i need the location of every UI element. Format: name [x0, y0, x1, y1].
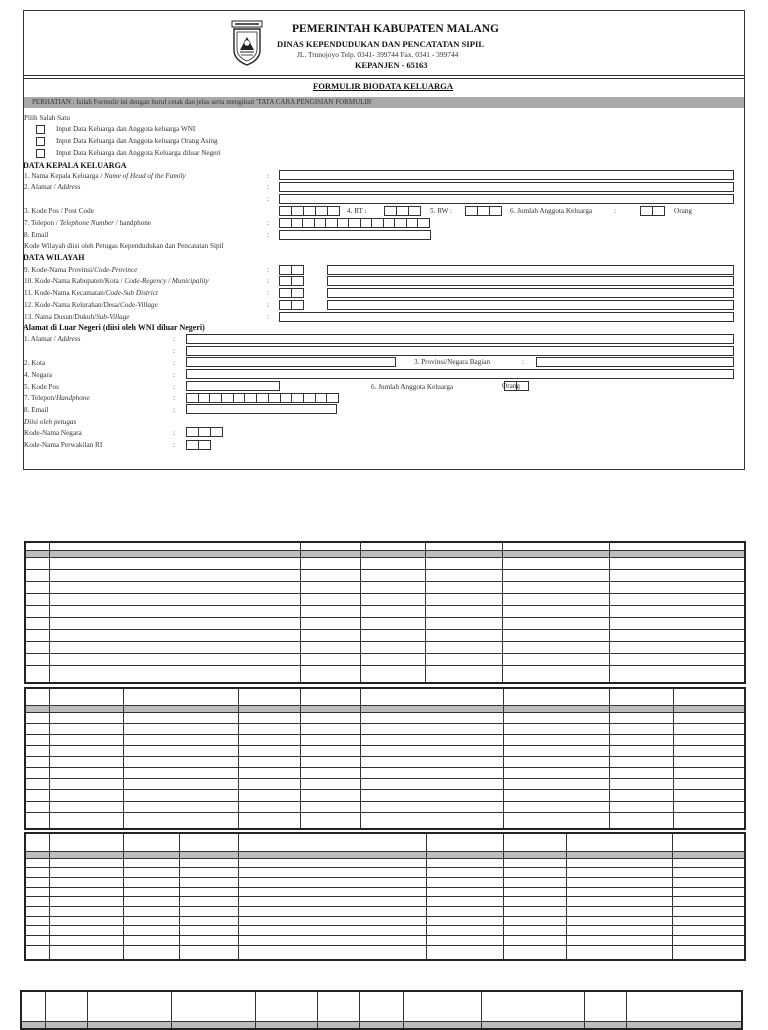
choice-prompt: Pilih Salah Satu [24, 114, 70, 122]
head-address-input-1[interactable] [279, 182, 734, 192]
abroad-address-input-1[interactable] [186, 334, 734, 344]
country-code-cells[interactable] [186, 427, 223, 437]
hamlet-input[interactable] [279, 312, 734, 322]
abroad-postcode-label: 5. Kode Pos [24, 383, 59, 391]
option-wni-label: Input Data Keluarga dan Anggota keluarga WNI [56, 125, 196, 133]
agency-name: DINAS KEPENDUDUKAN DAN PENCATATAN SIPIL [277, 39, 485, 49]
agency-address: JL. Trunojoyo Telp. 0341- 399744 Fax. 0341 - 399744 [297, 50, 459, 59]
hamlet-label: 13. Nama Dusun/Dukuh/Sub-Village [24, 313, 130, 321]
district-code-cells[interactable] [279, 288, 304, 298]
members-unit: Orang [674, 207, 692, 215]
email-input[interactable] [279, 230, 431, 240]
option-abroad-checkbox[interactable] [36, 149, 45, 158]
government-title: PEMERINTAH KABUPATEN MALANG [292, 23, 499, 35]
email-label: 8. Email [24, 231, 49, 239]
kabupaten-malang-crest-icon [230, 20, 264, 66]
head-name-label: 1. Nama Kepala Keluarga / Name of Head of the Family [24, 172, 186, 180]
rw-label: 5. RW : [430, 207, 453, 215]
region-section-title: DATA WILAYAH [23, 253, 85, 262]
form-frame [23, 10, 745, 470]
option-foreigner-checkbox[interactable] [36, 137, 45, 146]
abroad-email-label: 8. Email [24, 406, 49, 414]
village-label: 12. Kode-Nama Kelurahan/Desa/Code-Village [24, 301, 158, 309]
village-code-cells[interactable] [279, 300, 304, 310]
option-foreigner-label: Input Data Keluarga dan Anggota keluarga Orang Asing [56, 137, 218, 145]
members-cells[interactable] [640, 206, 665, 216]
members-table-3 [24, 832, 746, 961]
abroad-city-label: 2. Kota [24, 359, 46, 367]
rw-cells[interactable] [465, 206, 502, 216]
abroad-address-input-2[interactable] [186, 346, 734, 356]
province-name-input[interactable] [327, 265, 734, 275]
abroad-postcode-input[interactable] [186, 381, 280, 391]
form-title: FORMULIR BIODATA KELUARGA [313, 81, 454, 91]
district-label: 11. Kode-Nama Kecamatan/Code-Sub District [24, 289, 158, 297]
abroad-country-label: 4. Negara [24, 371, 52, 379]
rep-code-cells[interactable] [186, 440, 211, 450]
members-table-1 [24, 541, 746, 684]
agency-city: KEPANJEN - 65163 [355, 61, 428, 70]
regency-code-cells[interactable] [279, 276, 304, 286]
members-table-2 [24, 687, 746, 830]
village-name-input[interactable] [327, 300, 734, 310]
members-label: 6. Jumlah Anggota Keluarga [510, 207, 593, 215]
country-code-label: Kode-Nama Negara [24, 429, 82, 437]
header-divider-double [24, 78, 744, 79]
rep-code-label: Kode-Nama Perwakilan RI [24, 441, 103, 449]
head-section-title: DATA KEPALA KELUARGA [23, 161, 127, 170]
abroad-address-label: 1. Alamat / Address [24, 335, 81, 343]
rt-cells[interactable] [384, 206, 421, 216]
abroad-members-label: 6. Jumlah Anggota Keluarga [371, 383, 454, 391]
head-name-input[interactable] [279, 170, 734, 180]
abroad-phone-label: 7. Telepon/Handphone [24, 394, 90, 402]
head-address-input-2[interactable] [279, 194, 734, 204]
head-address-label: 2. Alamat / Address [24, 183, 81, 191]
abroad-country-input[interactable] [186, 369, 734, 379]
notice-text: PERHATIAN : Isilah Formulir ini dengan huruf cetak dan jelas serta mengikuti 'TATA CARA PENGISIAN FORMULIR' [32, 98, 373, 106]
abroad-phone-cells[interactable] [186, 393, 339, 403]
regency-label: 10. Kode-Nama Kabupaten/Kota / Code-Regency / Municipality [24, 277, 209, 285]
postcode-label: 3. Kode Pos / Post Code [24, 207, 94, 215]
officer-note: Diisi oleh petugas [24, 418, 77, 426]
region-note: Kode Wilayah diisi oleh Petugas Kependudukan dan Pencatatan Sipil [24, 242, 224, 250]
abroad-members-unit: Orang [502, 382, 520, 390]
option-abroad-label: Input Data Keluarga dan Anggota Keluarga diluar Negeri [56, 149, 221, 157]
province-label: 9. Kode-Nama Provinsi/Code-Province [24, 266, 138, 274]
regency-name-input[interactable] [327, 276, 734, 286]
rt-label: 4. RT : [347, 207, 367, 215]
postcode-cells[interactable] [279, 206, 340, 216]
phone-cells[interactable] [279, 218, 430, 228]
header-divider [24, 75, 744, 76]
members-table-4 [20, 990, 743, 1030]
abroad-city-input[interactable] [186, 357, 396, 367]
abroad-province-label: 3. Provinsi/Negara Bagian [414, 358, 491, 366]
abroad-province-input[interactable] [536, 357, 734, 367]
abroad-section-title: Alamat di Luar Negeri (diisi oleh WNI diluar Negeri) [23, 323, 205, 332]
abroad-email-input[interactable] [186, 404, 337, 414]
phone-label: 7. Telepon / Telephone Number / handphone [24, 219, 152, 227]
province-code-cells[interactable] [279, 265, 304, 275]
option-wni-checkbox[interactable] [36, 125, 45, 134]
district-name-input[interactable] [327, 288, 734, 298]
